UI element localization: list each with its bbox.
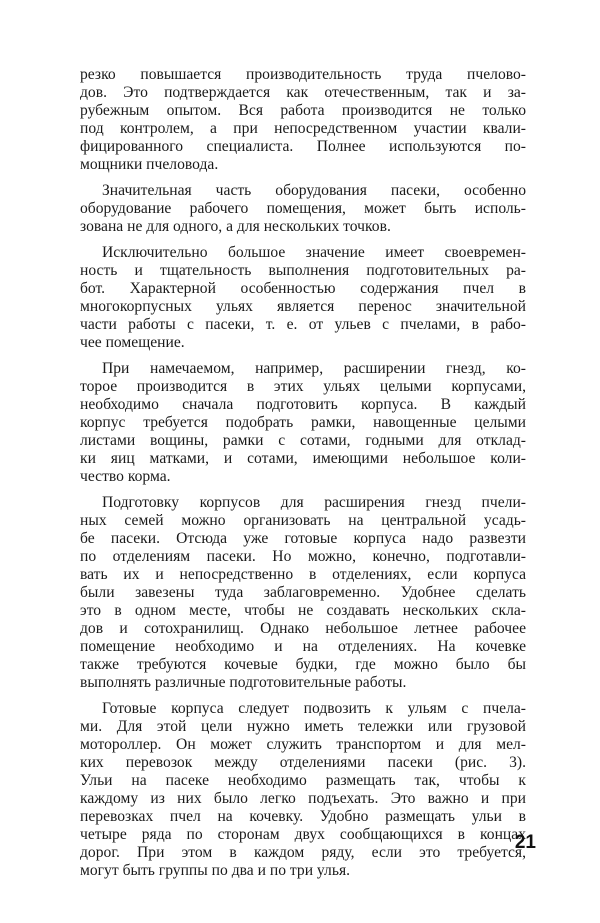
text-line: Готовые корпуса следует подвозить к ульям с пчела- xyxy=(102,700,526,717)
paragraph-5 xyxy=(80,494,526,692)
text-line: также требуются кочевые будки, где можно было бы xyxy=(80,656,526,673)
text-line: корпус требуется подобрать рамки, навощенные целыми xyxy=(80,414,526,431)
paragraph-1 xyxy=(80,66,526,174)
text-line: выполнять различные подготовительные работы. xyxy=(80,674,407,691)
page-number: 21 xyxy=(514,832,536,853)
text-line: многокорпусных ульях является перенос значительной xyxy=(80,298,526,315)
text-line: Подготовку корпусов для расширения гнезд пчели- xyxy=(102,494,526,511)
text-line: четыре ряда по сторонам двух сообщающихся в концах xyxy=(80,826,526,843)
text-line: перевозках пчел на кочевку. Удобно размещать ульи в xyxy=(80,808,526,825)
text-line: по отделениям пасеки. Но можно, конечно, подготавли- xyxy=(80,548,526,565)
text-line: необходимо сначала подготовить корпуса. В каждый xyxy=(80,396,526,413)
text-line: ность и тщательность выполнения подготовительных ра- xyxy=(80,262,526,279)
text-line: Значительная часть оборудования пасеки, особенно xyxy=(102,182,526,199)
text-line: фицированного специалиста. Полнее используются по- xyxy=(80,138,526,155)
text-line: это в одном месте, чтобы не создавать нескольких скла- xyxy=(80,602,526,619)
text-line: были завезены туда заблаговременно. Удобнее сделать xyxy=(80,584,526,601)
text-line: резко повышается производительность труда пчелово- xyxy=(80,66,526,83)
text-line: мотороллер. Он может служить транспортом и для мел- xyxy=(80,736,526,753)
text-line: При намечаемом, например, расширении гнезд, ко- xyxy=(102,360,526,377)
text-line: ми. Для этой цели нужно иметь тележки или грузовой xyxy=(80,718,526,735)
text-line: дорог. При этом в каждом ряду, если это требуется, xyxy=(80,844,526,861)
paragraph-4 xyxy=(80,360,526,486)
text-line: листами вощины, рамки с сотами, годными для отклад- xyxy=(80,432,526,449)
text-line: вать их и непосредственно в отделениях, если корпуса xyxy=(80,566,526,583)
text-line: чество корма. xyxy=(80,468,171,485)
text-line: Ульи на пасеке необходимо размещать так, чтобы к xyxy=(80,772,526,789)
text-line: ки яиц матками, и сотами, имеющими небольшое коли- xyxy=(80,450,526,467)
text-line: дов. Это подтверждается как отечественным, так и за- xyxy=(80,84,526,101)
text-line: ких перевозок между отделениями пасеки (рис. 3). xyxy=(80,754,526,771)
text-line: могут быть группы по два и по три улья. xyxy=(80,862,351,879)
text-line: ных семей можно организовать на центральной усадь- xyxy=(80,512,526,529)
text-line: Исключительно большое значение имеет своевремен- xyxy=(102,244,526,261)
text-line: помещение необходимо и на отделениях. На кочевке xyxy=(80,638,526,655)
paragraph-3 xyxy=(80,244,526,352)
text-line: под контролем, а при непосредственном участии квали- xyxy=(80,120,526,137)
text-line: бот. Характерной особенностью содержания пчел в xyxy=(80,280,526,297)
text-line: бе пасеки. Отсюда уже готовые корпуса надо развезти xyxy=(80,530,526,547)
text-line: мощники пчеловода. xyxy=(80,156,219,173)
text-line: части работы с пасеки, т. е. от ульев с пчелами, в рабо- xyxy=(80,316,526,333)
text-line: чее помещение. xyxy=(80,334,185,351)
paragraph-6 xyxy=(80,700,526,880)
paragraph-2 xyxy=(80,182,526,236)
body-text xyxy=(80,66,526,888)
text-line: рубежным опытом. Вся работа производится не только xyxy=(80,102,526,119)
text-line: дов и сотохранилищ. Однако небольшое летнее рабочее xyxy=(80,620,526,637)
text-line: торое производится в этих ульях целыми корпусами, xyxy=(80,378,526,395)
text-line: зована не для одного, а для нескольких точков. xyxy=(80,218,391,235)
text-line: оборудование рабочего помещения, может быть исполь- xyxy=(80,200,526,217)
text-line: каждому из них было легко подъехать. Это важно и при xyxy=(80,790,526,807)
